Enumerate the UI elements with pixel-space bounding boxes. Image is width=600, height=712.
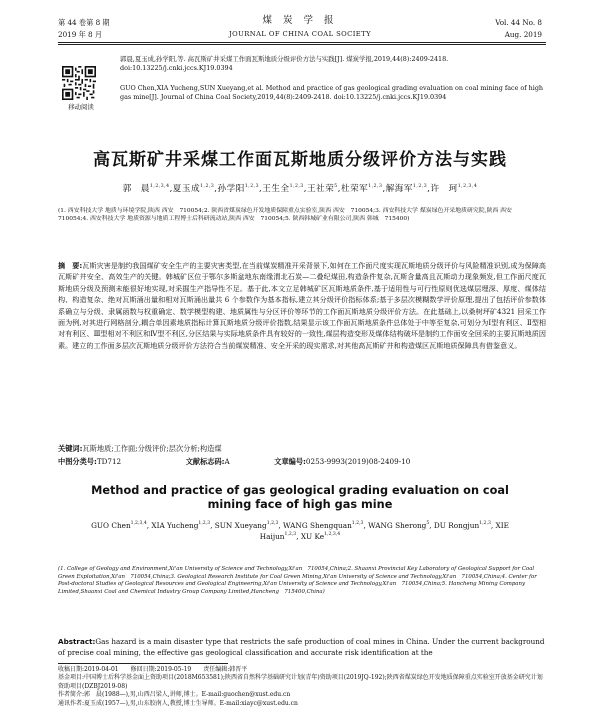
author-cn-4: 王生全$^{1,2,3}$ <box>262 184 304 194</box>
qr-code[interactable] <box>62 66 96 100</box>
volume-en: Vol. 44 No. 8 <box>495 18 542 27</box>
header-rule <box>58 42 546 43</box>
author-cn-5: 王社荣$^5$ <box>307 184 338 194</box>
author-cn-affil-mark: 1,2,3 <box>413 184 428 189</box>
author-cn-affil-mark: 1,2,3,4 <box>149 184 170 189</box>
paper-title-cn: 高瓦斯矿井采煤工作面瓦斯地质分级评价方法与实践 <box>93 150 507 170</box>
citation-en: GUO Chen,XIA Yucheng,SUN Xueyang,et al. Method and practice of gas geological grading evaluation on coal mining face of high gas mine[J]. Journal of China Coal Society,2019,44(8):2409-2418. doi:10.13225/j.cnki.jccs.KJ19.0394 <box>120 84 544 101</box>
keywords-cn-text: 瓦斯地质;工作面;分级评价;层次分析;构造煤 <box>82 444 222 453</box>
keywords-cn <box>58 444 546 454</box>
author-en-5: WANG Sherong$^5$ <box>368 521 430 530</box>
date-en: Aug. 2019 <box>504 30 542 39</box>
authors-en: GUO Chen$^{1,2,3,4}$, XIA Yucheng$^{1,2,3}$, SUN Xueyang$^{1,2,3}$, WANG Shengquan$^{1,2,3}$, WANG Sherong$^5$, DU Rongjun$^{1,2,3}$, XIE Haijun$^{1,2,3}$, XU Ke$^{1,2,3,4}$ <box>91 521 509 541</box>
abstract-en-text: Gas hazard is a main disaster type that restricts the safe production of coal mines in China. Under the current background of precise coal mining, the effective gas geological classification and accurate risk identification at the <box>58 637 545 657</box>
classification-line <box>58 457 546 467</box>
author-cn-affil-mark: 1,2,3 <box>289 184 304 189</box>
author-en-affil-mark: 1,2,3 <box>266 521 279 526</box>
author-cn-affil-mark: 1,2,3 <box>368 184 383 189</box>
author-cn-affil-mark: 1,2,3 <box>244 184 260 189</box>
footnote-rule <box>58 663 228 664</box>
author-cn-affil-mark: 5 <box>334 184 338 189</box>
author-en-affil-mark: 1,2,3,4 <box>130 521 147 526</box>
abstract-en-label: Abstract: <box>58 637 96 646</box>
abstract-cn-text: 瓦斯灾害是制约我国煤矿安全生产的主要灾害类型,在当前煤炭精准开采背景下,如何在工作面尺度实现瓦斯地质分级评价与风险精准识别,成为保障高瓦斯矿井安全、高效生产的关键。韩城矿区位于鄂尔多斯盆地东南缘渭北石炭—二叠纪煤田,构造条件复杂,瓦斯含量高且瓦斯动力现象频发,但工作面尺度瓦斯地质分级及预测未能很好地实现,对采掘生产指导性不足。基于此,本文立足韩城矿区瓦斯地质条件,基于适用性与可行性原则优选煤层埋深、厚度、煤体结构、构造复杂、绝对瓦斯涌出量和相对瓦斯涌出量共 6 个参数作为基本指标,建立其分级评价指标体系;基于多层次模糊数学评价原理,提出了包括评价参数体系确立与分级、隶属函数与权重确定、数学模型构建、地质属性与分区评价等环节的工作面瓦斯地质分级评价方法。在此基础上,以桑树坪矿4321 回采工作面为例,对其进行网格剖分,耦合单因素地质指标计算瓦斯地质分级评价指数,结果显示该工作面瓦斯地质条件总体处于中等至复杂,可划分为Ⅰ型有利区、Ⅱ型相对有利区、Ⅲ型相对不利区和Ⅳ型不利区,分区结果与实际地质条件具有较好的一致性,煤层构造变形及煤体结构破坏是制约工作面安全回采的主要瓦斯地质因素。建立的工作面多层次瓦斯地质分级评价方法符合当前煤炭精准、安全开采的现实需求,对其他高瓦斯矿井和构造煤区瓦斯地质保障具有借鉴意义。 <box>58 261 547 350</box>
authors-cn: 郭 晨$^{1,2,3,4}$,夏玉成$^{1,2,3}$,孙学阳$^{1,2,3}$,王生全$^{1,2,3}$,王社荣$^5$,杜荣军$^{1,2,3}$,解海军$^{1,2,3}$,许 珂$^{1,2,3,4}$ <box>122 184 478 194</box>
author-en-3: SUN Xueyang$^{1,2,3}$ <box>214 521 279 530</box>
author-cn-affil-mark: 1,2,3 <box>200 184 215 189</box>
doc-code-value: A <box>224 457 230 466</box>
keywords-cn-label: 关键词: <box>58 444 83 453</box>
journal-title-cn: 煤 炭 学 报 <box>262 15 338 26</box>
abstract-cn <box>58 260 546 351</box>
author-cn-7: 解海军$^{1,2,3}$ <box>385 184 428 194</box>
author-cn-1: 郭 晨$^{1,2,3,4}$ <box>122 184 170 194</box>
author-en-2: XIA Yucheng$^{1,2,3}$ <box>151 521 211 530</box>
author-en-6: DU Rongjun$^{1,2,3}$ <box>433 521 491 530</box>
footnote-received: 收稿日期:2019-04-01 修回日期:2019-05-19 责任编辑:韩晋平 <box>58 666 248 673</box>
author-en-affil-mark: 1,2,3,4 <box>324 531 341 537</box>
affiliations-cn: (1. 西安科技大学 地质与环境学院,陕西 西安 710054;2. 陕西省煤炭绿色开发地质保障重点实验室,陕西 西安 710054;3. 西安科技大学 煤炭绿色开采地质研究院,陕西 西安 710054;4. 西安科技大学 地质资源与地质工程博士后科研流动站,陕西 西安 710054;5. 陕西韩城矿业有限公司,陕西 韩城 715400) <box>58 208 518 223</box>
doc-code-label: 文献标志码: <box>185 457 225 466</box>
paper-title-en: Method and practice of gas geological grading evaluation on coal mining face of high gas mine <box>91 484 509 511</box>
author-cn-6: 杜荣军$^{1,2,3}$ <box>340 184 383 194</box>
footnote <box>58 666 546 708</box>
abstract-en <box>58 637 546 658</box>
footnote-corresponding: 通讯作者:夏玉成(1957—),男,山东胶南人,教授,博士生导师。E-mail:xiayc@xust.edu.cn <box>58 699 298 707</box>
author-en-4: WANG Shengquan$^{1,2,3}$ <box>283 521 364 530</box>
author-cn-affil-mark: 1,2,3,4 <box>457 184 478 189</box>
author-en-affil-mark: 1,2,3 <box>479 521 491 526</box>
clc-value: TD712 <box>96 457 122 466</box>
abstract-cn-label: 摘 要: <box>58 261 83 270</box>
clc-label: 中图分类号: <box>58 457 97 466</box>
qr-label: 移动阅读 <box>68 103 94 111</box>
author-en-1: GUO Chen$^{1,2,3,4}$ <box>91 521 147 530</box>
article-id-label: 文章编号: <box>274 457 306 466</box>
article-id-value: 0253-9993(2019)08-2409-10 <box>305 457 411 466</box>
journal-title-en: JOURNAL OF CHINA COAL SOCIETY <box>228 30 371 38</box>
footnote-author: 作者简介:郭 晨(1988—),男,山西吕梁人,讲师,博士。E-mail:guochen@xust.edu.cn <box>58 691 291 699</box>
date-cn: 2019 年 8 月 <box>58 30 103 39</box>
author-cn-8: 许 珂$^{1,2,3,4}$ <box>430 184 478 194</box>
citation-cn: 郭晨,夏玉成,孙学阳,等. 高瓦斯矿井采煤工作面瓦斯地质分级评价方法与实践[J]. 煤炭学报,2019,44(8):2409-2418. doi:10.13225/j.cnki.jccs.KJ19.0394 <box>120 55 449 72</box>
author-en-affil-mark: 1,2,3 <box>198 521 211 526</box>
affiliations-en: (1. College of Geology and Environment,Xi'an University of Science and Technology,Xi'an 710054,China;2. Shaanxi Provincial Key Laboratory of Geological Support for Coal Green Exploitation,Xi'an 710054,China;3. Geological Research Institute for Coal Green Mining,Xi'an University of Science and Technology,Xi'an 710054,China;4. Center for Post-doctoral Studies of Geological Resources and Geological Engineering,Xi'an University of Science and Technology,Xi'an 710054,China;5. Hancheng Mining Company Limited,Shaanxi Coal and Chemical Industry Group Company Limited,Hancheng 715400,China) <box>58 566 537 595</box>
author-en-affil-mark: 1,2,3 <box>284 531 297 537</box>
qr-code-icon <box>62 66 96 100</box>
author-en-affil-mark: 1,2,3 <box>351 521 364 526</box>
author-cn-2: 夏玉成$^{1,2,3}$ <box>172 184 215 194</box>
volume-cn: 第 44 卷第 8 期 <box>58 18 110 27</box>
author-cn-3: 孙学阳$^{1,2,3}$ <box>217 184 260 194</box>
author-en-7: XIE Haijun$^{1,2,3}$ <box>259 521 509 541</box>
footnote-funding: 基金项目:中国博士后科学基金面上资助项目(2018M653581);陕西省自然科学基础研究计划(青年)资助项目(2019JQ-192);陕西省煤炭绿色开发地质保障重点实验室开放基金研究计划资助项目(DZBJ2019-08) <box>58 674 543 690</box>
author-en-8: XU Ke$^{1,2,3,4}$ <box>300 531 341 541</box>
author-en-affil-mark: 5 <box>426 521 430 526</box>
header-rule-2 <box>58 44 546 45</box>
